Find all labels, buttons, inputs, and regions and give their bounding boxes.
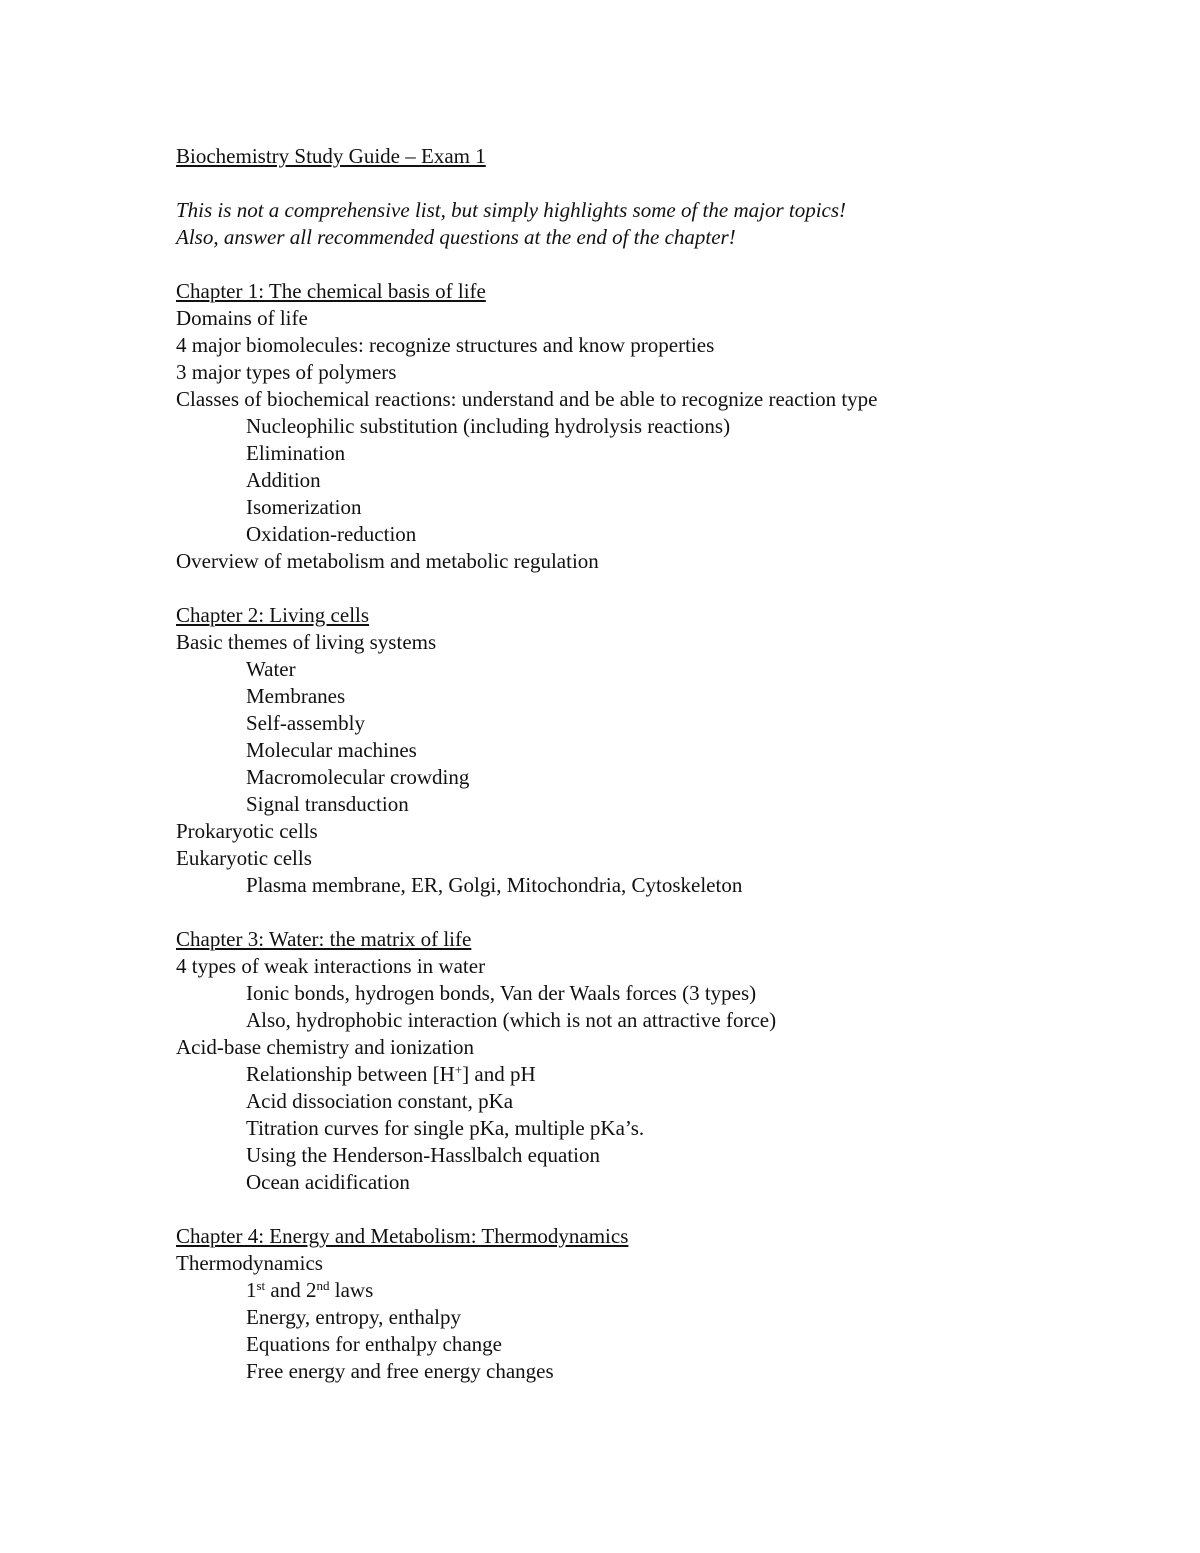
chapter-3-heading: Chapter 3: Water: the matrix of life xyxy=(176,927,472,951)
topic-item: Basic themes of living systems xyxy=(176,630,437,654)
chapter-4-heading: Chapter 4: Energy and Metabolism: Thermodynamics xyxy=(176,1224,629,1248)
subtopic-item: Energy, entropy, enthalpy xyxy=(246,1305,461,1329)
subtopic-item: Self-assembly xyxy=(246,711,365,735)
text-run: ] and pH xyxy=(462,1062,536,1086)
subtopic-item: Signal transduction xyxy=(246,792,409,816)
subtopic-item: Molecular machines xyxy=(246,738,417,762)
subtopic-item: Ocean acidification xyxy=(246,1170,410,1194)
subtopic-item: Titration curves for single pKa, multiple pKa’s. xyxy=(246,1116,645,1140)
subtopic-item: Ionic bonds, hydrogen bonds, Van der Waals forces (3 types) xyxy=(246,981,757,1005)
subtopic-item: Equations for enthalpy change xyxy=(246,1332,502,1356)
subtopic-item: Also, hydrophobic interaction (which is not an attractive force) xyxy=(246,1008,777,1032)
spacer xyxy=(176,899,1156,926)
intro-line-1: This is not a comprehensive list, but simply highlights some of the major topics! xyxy=(176,198,847,222)
topic-item: 4 types of weak interactions in water xyxy=(176,954,486,978)
spacer xyxy=(176,575,1156,602)
intro-line-2: Also, answer all recommended questions at the end of the chapter! xyxy=(176,225,736,249)
topic-item: Eukaryotic cells xyxy=(176,846,312,870)
chapter-2-heading: Chapter 2: Living cells xyxy=(176,603,370,627)
topic-item: Prokaryotic cells xyxy=(176,819,318,843)
subtopic-item: Isomerization xyxy=(246,495,362,519)
subtopic-item: Free energy and free energy changes xyxy=(246,1359,554,1383)
spacer xyxy=(176,170,1156,197)
subtopic-item: Using the Henderson-Hasslbalch equation xyxy=(246,1143,600,1167)
spacer xyxy=(176,251,1156,278)
chapter-1-heading: Chapter 1: The chemical basis of life xyxy=(176,279,486,303)
topic-item: Thermodynamics xyxy=(176,1251,323,1275)
subtopic-item: Membranes xyxy=(246,684,346,708)
superscript: nd xyxy=(316,1278,330,1293)
topic-item: Domains of life xyxy=(176,306,308,330)
superscript: + xyxy=(454,1062,463,1077)
subtopic-item: Acid dissociation constant, pKa xyxy=(246,1089,514,1113)
subtopic-item: Macromolecular crowding xyxy=(246,765,470,789)
topic-item: Classes of biochemical reactions: understand and be able to recognize reaction type xyxy=(176,387,878,411)
subtopic-item: Elimination xyxy=(246,441,346,465)
topic-item: Overview of metabolism and metabolic regulation xyxy=(176,549,599,573)
subtopic-item xyxy=(176,1061,1156,1088)
subtopic-item: Oxidation-reduction xyxy=(246,522,417,546)
text-run: and 2 xyxy=(265,1278,317,1302)
subtopic-item xyxy=(176,1277,1156,1304)
text-run: 1 xyxy=(246,1278,257,1302)
subtopic-item: Water xyxy=(246,657,296,681)
text-run: Relationship between [H xyxy=(246,1062,455,1086)
topic-item: Acid-base chemistry and ionization xyxy=(176,1035,474,1059)
document-title: Biochemistry Study Guide – Exam 1 xyxy=(176,144,486,168)
subtopic-item: Addition xyxy=(246,468,321,492)
topic-item: 3 major types of polymers xyxy=(176,360,397,384)
subtopic-item: Nucleophilic substitution (including hydrolysis reactions) xyxy=(246,414,731,438)
subtopic-item: Plasma membrane, ER, Golgi, Mitochondria, Cytoskeleton xyxy=(246,873,743,897)
topic-item: 4 major biomolecules: recognize structures and know properties xyxy=(176,333,715,357)
text-run: laws xyxy=(329,1278,374,1302)
superscript: st xyxy=(256,1278,266,1293)
study-guide-page xyxy=(176,143,1156,1385)
spacer xyxy=(176,1196,1156,1223)
